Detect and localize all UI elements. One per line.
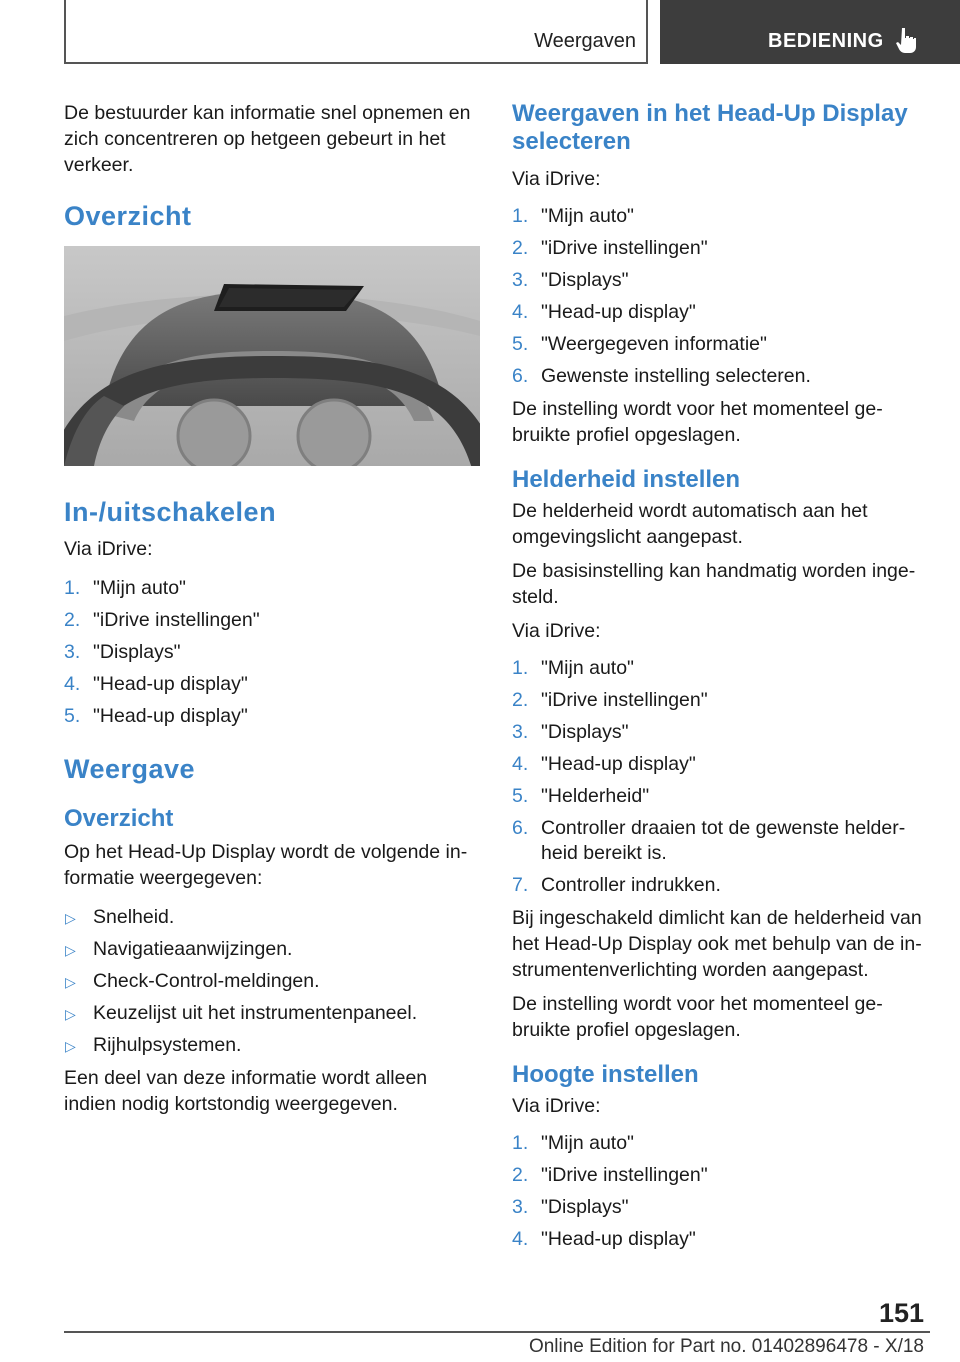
list-item: 4. "Head-up display" xyxy=(512,753,696,775)
section-title-display: Weergave xyxy=(64,754,196,784)
brightness-steps-list xyxy=(512,656,928,898)
list-item: ▷ Navigatieaanwijzingen. xyxy=(64,937,482,962)
list-item: 6. Gewenste instelling selecteren. xyxy=(512,365,811,387)
brightness-text-1: De helderheid wordt automatisch aan het omgevingslicht aangepast. xyxy=(512,500,868,548)
list-item: ▷ Check-Control-meldingen. xyxy=(64,969,482,994)
list-item: 3. "Displays" xyxy=(512,1196,629,1218)
list-item: ▷ Rijhulpsystemen. xyxy=(64,1033,482,1058)
section-title-switch: In-/uitschakelen xyxy=(64,497,277,527)
list-item: ▷ Keuzelijst uit het instrumentenpaneel. xyxy=(64,1001,482,1026)
intro-paragraph: De bestuurder kan informatie snel opnemen en zich concentreren op hetgeen gebeurt in het verkeer. xyxy=(64,102,471,176)
list-item: 6. Controller draaien tot de gewenste helderheid bereikt is. xyxy=(512,817,906,864)
bullet-triangle-icon: ▷ xyxy=(65,974,76,990)
bullet-triangle-icon: ▷ xyxy=(65,942,76,958)
section-title-select: Weergaven in het Head-Up Display selecteren xyxy=(512,100,908,155)
height-via: Via iDrive: xyxy=(512,1095,601,1117)
bullet-triangle-icon: ▷ xyxy=(65,1006,76,1022)
select-note: De instelling wordt voor het momenteel gebruikte profiel opgeslagen. xyxy=(512,398,883,446)
list-item: 4. "Head-up display" xyxy=(64,673,248,695)
list-item: 2. "iDrive instellingen" xyxy=(512,689,708,711)
list-item: 3. "Displays" xyxy=(64,641,181,663)
subsection-title-overview: Overzicht xyxy=(64,805,174,832)
right-column xyxy=(512,100,928,1259)
page-number: 151 xyxy=(878,1298,924,1328)
head-up-display-photo xyxy=(64,246,480,466)
section-title-brightness: Helderheid instellen xyxy=(512,466,741,493)
brightness-note-1: Bij ingeschakeld dimlicht kan de helderheid van het Head-Up Display ook met behulp van de instrumentenverlichting worden aangepast. xyxy=(512,907,922,981)
list-item: 1. "Mijn auto" xyxy=(512,657,634,679)
list-item: 1. "Mijn auto" xyxy=(512,205,634,227)
switch-steps-list xyxy=(64,576,482,729)
display-note: Een deel van deze informatie wordt alleen indien nodig kortstondig weergegeven. xyxy=(64,1067,428,1115)
select-via: Via iDrive: xyxy=(512,168,601,190)
switch-via: Via iDrive: xyxy=(64,538,153,560)
brightness-text-2: De basisinstelling kan handmatig worden ingesteld. xyxy=(512,560,916,608)
header-chapter-title: BEDIENING xyxy=(768,30,884,52)
list-item: 4. "Head-up display" xyxy=(512,1228,696,1250)
list-item: ▷ Snelheid. xyxy=(64,905,482,930)
section-title-overview: Overzicht xyxy=(64,201,192,231)
list-item: 3. "Displays" xyxy=(512,721,629,743)
display-bullets-list xyxy=(64,905,482,1058)
display-text: Op het Head-Up Display wordt de volgende informatie weergegeven: xyxy=(64,841,468,889)
list-item: 2. "iDrive instellingen" xyxy=(512,237,708,259)
list-item: 5. "Weergegeven informatie" xyxy=(512,333,767,355)
section-title-height: Hoogte instellen xyxy=(512,1061,699,1088)
list-item: 3. "Displays" xyxy=(512,269,629,291)
list-item: 5. "Head-up display" xyxy=(64,705,248,727)
bullet-triangle-icon: ▷ xyxy=(65,910,76,926)
list-item: 4. "Head-up display" xyxy=(512,301,696,323)
pointing-hand-icon xyxy=(896,26,918,54)
select-steps-list xyxy=(512,204,928,389)
footer-edition: Online Edition for Part no. 01402896478 - X/18 xyxy=(528,1336,924,1357)
header-chapter-tab xyxy=(660,0,960,64)
brightness-note-2: De instelling wordt voor het momenteel gebruikte profiel opgeslagen. xyxy=(512,993,883,1041)
list-item: 1. "Mijn auto" xyxy=(64,577,186,599)
list-item: 7. Controller indrukken. xyxy=(512,874,721,896)
list-item: 1. "Mijn auto" xyxy=(512,1132,634,1154)
list-item: 2. "iDrive instellingen" xyxy=(512,1164,708,1186)
header-section-title: Weergaven xyxy=(534,30,636,52)
bullet-triangle-icon: ▷ xyxy=(65,1038,76,1054)
list-item: 5. "Helderheid" xyxy=(512,785,650,807)
left-column xyxy=(64,100,482,1125)
footer-divider xyxy=(64,1331,930,1333)
brightness-via: Via iDrive: xyxy=(512,620,601,642)
height-steps-list xyxy=(512,1131,928,1252)
list-item: 2. "iDrive instellingen" xyxy=(64,609,260,631)
